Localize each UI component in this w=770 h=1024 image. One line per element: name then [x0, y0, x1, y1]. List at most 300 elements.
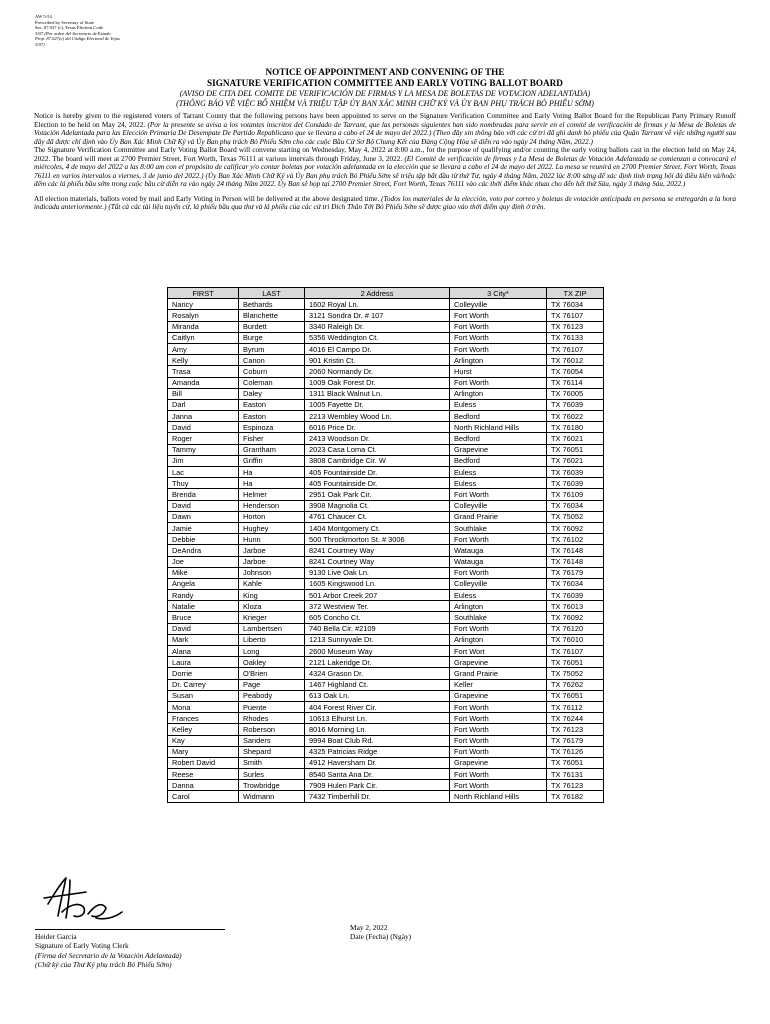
- cell-address: 7909 Hulen Park Cir.: [305, 780, 450, 791]
- signature-image: [40, 874, 130, 924]
- cell-last-name: Long: [239, 646, 305, 657]
- cell-city: Fort Worth: [450, 332, 547, 343]
- cell-first-name: Danna: [168, 780, 239, 791]
- cell-city: Watauga: [450, 556, 547, 567]
- cell-city: Euless: [450, 467, 547, 478]
- table-row: [168, 791, 604, 802]
- cell-zip: TX 76262: [547, 679, 604, 690]
- cell-first-name: Randy: [168, 590, 239, 601]
- cell-first-name: Dawn: [168, 511, 239, 522]
- cell-first-name: Amy: [168, 343, 239, 354]
- table-row: [168, 321, 604, 332]
- cell-last-name: Burdett: [239, 321, 305, 332]
- cell-last-name: Krieger: [239, 612, 305, 623]
- cell-last-name: Rhodes: [239, 713, 305, 724]
- cell-last-name: Jarboe: [239, 556, 305, 567]
- column-header-last: LAST: [239, 288, 305, 299]
- paragraph-text-en: Notice is hereby given to the registered voters of Tarrant County that the following persons have been appointed to serve on the Signature Verification Committee and Early Voting Ballot Board for the Republican Party Primary Runoff Election to be held on May 24, 2022.: [34, 112, 736, 129]
- table-row: [168, 478, 604, 489]
- table-row: [168, 578, 604, 589]
- table-row: [168, 388, 604, 399]
- form-header-line: AW 5-54: [35, 14, 52, 19]
- table-row: [168, 467, 604, 478]
- cell-address: 500 Throckmorton St. # 3006: [305, 534, 450, 545]
- cell-city: Arlington: [450, 634, 547, 645]
- cell-last-name: Fisher: [239, 433, 305, 444]
- table-row: [168, 746, 604, 757]
- cell-address: 9994 Boat Club Rd.: [305, 735, 450, 746]
- cell-city: Southlake: [450, 522, 547, 533]
- cell-first-name: David: [168, 500, 239, 511]
- cell-last-name: Trowbridge: [239, 780, 305, 791]
- cell-city: Fort Worth: [450, 780, 547, 791]
- cell-address: 8540 Santa Ana Dr.: [305, 769, 450, 780]
- clerk-name: Heider Garcia: [35, 932, 77, 941]
- notice-body: [34, 112, 736, 212]
- cell-city: Fort Worth: [450, 567, 547, 578]
- cell-city: Fort Worth: [450, 623, 547, 634]
- table-row: [168, 355, 604, 366]
- cell-zip: TX 75052: [547, 511, 604, 522]
- form-header-line: 3/07): [35, 41, 45, 47]
- cell-first-name: Brenda: [168, 489, 239, 500]
- cell-last-name: Easton: [239, 411, 305, 422]
- cell-zip: TX 76102: [547, 534, 604, 545]
- cell-city: Grand Prairie: [450, 668, 547, 679]
- cell-first-name: Bruce: [168, 612, 239, 623]
- table-row: [168, 623, 604, 634]
- signature-line: [35, 929, 225, 930]
- cell-address: 1605 Kingswood Ln.: [305, 578, 450, 589]
- cell-zip: TX 76114: [547, 377, 604, 388]
- cell-zip: TX 76034: [547, 578, 604, 589]
- cell-city: Euless: [450, 478, 547, 489]
- cell-first-name: Nancy: [168, 299, 239, 310]
- cell-first-name: Alana: [168, 646, 239, 657]
- cell-zip: TX 76034: [547, 299, 604, 310]
- cell-last-name: Kloza: [239, 601, 305, 612]
- cell-city: Bedford: [450, 411, 547, 422]
- cell-zip: TX 76051: [547, 757, 604, 768]
- cell-last-name: Sanders: [239, 735, 305, 746]
- notice-title-vietnamese: (THÔNG BÁO VỀ VIỆC BỔ NHIỆM VÀ TRIỆU TẬP ỦY BAN XÁC MINH CHỮ KÝ VÀ ỦY BAN PHỤ TRÁCH BỎ PHIẾU SỚM): [176, 98, 594, 108]
- cell-address: 605 Concho Ct.: [305, 612, 450, 623]
- cell-last-name: Grantham: [239, 444, 305, 455]
- cell-first-name: Mike: [168, 567, 239, 578]
- form-header-line: 3/07 (Por orden del Secretario de Estado: [35, 30, 111, 36]
- cell-first-name: Dr. Carrey: [168, 679, 239, 690]
- cell-city: Fort Worth: [450, 713, 547, 724]
- cell-first-name: Angela: [168, 578, 239, 589]
- cell-last-name: Hunn: [239, 534, 305, 545]
- cell-last-name: Coburn: [239, 366, 305, 377]
- cell-last-name: Daley: [239, 388, 305, 399]
- cell-first-name: Kelly: [168, 355, 239, 366]
- paragraph-text-vi: (Ủy Ban Xác Minh Chữ Ký và Ủy Ban phụ trách Bỏ Phiếu Sớm sẽ triệu tập bắt đầu từ thứ Tư, ngày 4 tháng Năm, 2022 lúc 8:00 sáng để xác định tình trạng hội đủ điều kiện và/hoặc đếm các lá phiếu bầu sớm trong cuộc bầu cử diễn ra vào ngày 24 tháng Năm 2022. Ủy Ban sẽ họp tại 2700 Premier Street, Fort Worth, Texas 76111 vào các thời điểm khác nhau cho đến hết thứ Sáu, ngày 3 tháng Sáu, 2022.): [34, 171, 737, 189]
- cell-first-name: David: [168, 422, 239, 433]
- cell-address: 4912 Haversham Dr.: [305, 757, 450, 768]
- cell-first-name: Dorrie: [168, 668, 239, 679]
- cell-address: 2060 Normandy Dr.: [305, 366, 450, 377]
- cell-first-name: Darl: [168, 399, 239, 410]
- cell-last-name: Canon: [239, 355, 305, 366]
- table-row: [168, 567, 604, 578]
- table-row: [168, 433, 604, 444]
- cell-last-name: Griffin: [239, 455, 305, 466]
- cell-zip: TX 76107: [547, 646, 604, 657]
- cell-address: 1213 Sunnyvale Dr.: [305, 634, 450, 645]
- cell-city: Colleyville: [450, 500, 547, 511]
- table-row: [168, 310, 604, 321]
- cell-first-name: Janna: [168, 411, 239, 422]
- paragraph-convening: [34, 146, 736, 189]
- table-row: [168, 455, 604, 466]
- cell-zip: TX 76179: [547, 567, 604, 578]
- cell-first-name: Bill: [168, 388, 239, 399]
- table-row: [168, 701, 604, 712]
- cell-zip: TX 76126: [547, 746, 604, 757]
- cell-last-name: Lambertsen: [239, 623, 305, 634]
- appointees-table: [167, 287, 604, 803]
- table-row: [168, 612, 604, 623]
- paragraph-text-es: (Por la presente se avisa a los votantes inscritos del Condado de Tarrant, que las personas siguientes han sido nombradas para servir en el comité de verificación de firmas y la Mesa de Boletas de Votación Adelantada para las Elección Primaria De Desempate De Partido Republicano que se llevara a cabo el 24 de mayo del 2022.): [34, 120, 736, 138]
- cell-zip: TX 76180: [547, 422, 604, 433]
- cell-last-name: Page: [239, 679, 305, 690]
- cell-zip: TX 76012: [547, 355, 604, 366]
- cell-zip: TX 76133: [547, 332, 604, 343]
- cell-city: North Richland Hills: [450, 791, 547, 802]
- cell-first-name: Roger: [168, 433, 239, 444]
- cell-city: Fort Worth: [450, 769, 547, 780]
- cell-address: 2121 Lakeridge Dr.: [305, 657, 450, 668]
- cell-address: 4761 Chaucer Ct.: [305, 511, 450, 522]
- cell-city: Grapevine: [450, 690, 547, 701]
- cell-address: 1009 Oak Forest Dr.: [305, 377, 450, 388]
- cell-city: Euless: [450, 399, 547, 410]
- cell-address: 9130 Live Oak Ln.: [305, 567, 450, 578]
- notice-title-line1: NOTICE OF APPOINTMENT AND CONVENING OF THE: [265, 67, 505, 77]
- cell-address: 2951 Oak Park Cir.: [305, 489, 450, 500]
- paragraph-appointment: [34, 112, 736, 146]
- signed-date: May 2, 2022: [350, 923, 388, 932]
- cell-address: 2600 Museum Way: [305, 646, 450, 657]
- column-header-zip: TX ZIP: [547, 288, 604, 299]
- cell-last-name: Blanchette: [239, 310, 305, 321]
- table-row: [168, 724, 604, 735]
- cell-last-name: King: [239, 590, 305, 601]
- cell-city: Hurst: [450, 366, 547, 377]
- cell-zip: TX 76039: [547, 399, 604, 410]
- cell-city: Watauga: [450, 545, 547, 556]
- notice-title-spanish: (AVISO DE CITA DEL COMITE DE VERIFICACIÓN DE FIRMAS Y LA MESA DE BOLETAS DE VOTACION ADELANTADA): [179, 89, 591, 98]
- cell-zip: TX 76092: [547, 612, 604, 623]
- cell-first-name: Natalie: [168, 601, 239, 612]
- cell-city: Bedford: [450, 455, 547, 466]
- table-row: [168, 299, 604, 310]
- table-row: [168, 366, 604, 377]
- cell-zip: TX 76123: [547, 724, 604, 735]
- cell-first-name: Laura: [168, 657, 239, 668]
- cell-last-name: Oakley: [239, 657, 305, 668]
- table-row: [168, 444, 604, 455]
- cell-last-name: Henderson: [239, 500, 305, 511]
- cell-city: Fort Worth: [450, 701, 547, 712]
- cell-last-name: Liberto: [239, 634, 305, 645]
- cell-city: Grapevine: [450, 757, 547, 768]
- cell-zip: TX 76109: [547, 489, 604, 500]
- cell-last-name: Shepard: [239, 746, 305, 757]
- cell-last-name: Smith: [239, 757, 305, 768]
- cell-first-name: Mary: [168, 746, 239, 757]
- cell-city: Grand Prairie: [450, 511, 547, 522]
- cell-address: 4016 El Campo Dr.: [305, 343, 450, 354]
- cell-address: 3908 Magnolia Ct.: [305, 500, 450, 511]
- cell-city: Fort Wort: [450, 646, 547, 657]
- cell-last-name: Hughey: [239, 522, 305, 533]
- cell-last-name: Espinoza: [239, 422, 305, 433]
- table-row: [168, 500, 604, 511]
- cell-last-name: Ha: [239, 478, 305, 489]
- notice-title-line2: SIGNATURE VERIFICATION COMMITTEE AND EARLY VOTING BALLOT BOARD: [207, 78, 563, 88]
- cell-address: 404 Forest River Cir.: [305, 701, 450, 712]
- cell-address: 7432 Timberhill Dr.: [305, 791, 450, 802]
- table-row: [168, 646, 604, 657]
- cell-city: Grapevine: [450, 657, 547, 668]
- form-header-line: Sec. 87.027 (c), Texas Election Code: [35, 25, 103, 31]
- cell-first-name: Robert David: [168, 757, 239, 768]
- cell-zip: TX 76120: [547, 623, 604, 634]
- cell-address: 4324 Grason Dr.: [305, 668, 450, 679]
- form-header-line: Prop. 87.027(c) del Código Electoral de Tejas: [35, 36, 120, 42]
- cell-city: Fort Worth: [450, 746, 547, 757]
- table-row: [168, 657, 604, 668]
- table-row: [168, 634, 604, 645]
- cell-city: Fort Worth: [450, 343, 547, 354]
- cell-first-name: David: [168, 623, 239, 634]
- paragraph-text-es: (Todos los materiales de la elección, voto por correo y boletas de votación anticipada en persona se entregarán a la hora indicada anteriormente.): [34, 194, 737, 212]
- signature-block: [35, 932, 182, 970]
- cell-city: Southlake: [450, 612, 547, 623]
- cell-zip: TX 76051: [547, 444, 604, 455]
- date-label: Date (Fecha) (Ngày): [350, 932, 412, 942]
- cell-first-name: Joe: [168, 556, 239, 567]
- cell-city: Fort Worth: [450, 310, 547, 321]
- table-header-row: [168, 288, 604, 299]
- cell-first-name: Debbie: [168, 534, 239, 545]
- cell-zip: TX 76039: [547, 467, 604, 478]
- cell-first-name: Jamie: [168, 522, 239, 533]
- cell-zip: TX 76179: [547, 735, 604, 746]
- cell-city: Arlington: [450, 388, 547, 399]
- cell-address: 1467 Highland Ct.: [305, 679, 450, 690]
- table-row: [168, 780, 604, 791]
- cell-first-name: Trasa: [168, 366, 239, 377]
- cell-first-name: Mark: [168, 634, 239, 645]
- cell-address: 501 Arbor Creek 207: [305, 590, 450, 601]
- cell-last-name: Kahle: [239, 578, 305, 589]
- cell-city: Euless: [450, 590, 547, 601]
- cell-address: 8241 Courtney Way: [305, 556, 450, 567]
- cell-zip: TX 76022: [547, 411, 604, 422]
- cell-first-name: Jim: [168, 455, 239, 466]
- cell-first-name: Rosalyn: [168, 310, 239, 321]
- cell-zip: TX 76010: [547, 634, 604, 645]
- cell-address: 8016 Morning Ln.: [305, 724, 450, 735]
- cell-address: 372 Westview Ter.: [305, 601, 450, 612]
- cell-address: 4325 Patricias Ridge: [305, 746, 450, 757]
- cell-first-name: Frances: [168, 713, 239, 724]
- form-header-line: Prescribed by Secretary of State: [35, 19, 94, 25]
- cell-address: 1005 Fayette Dr.: [305, 399, 450, 410]
- cell-last-name: Bethards: [239, 299, 305, 310]
- form-header: [35, 14, 175, 48]
- column-header-address: 2 Address: [305, 288, 450, 299]
- cell-last-name: O'Brien: [239, 668, 305, 679]
- cell-address: 2413 Woodson Dr.: [305, 433, 450, 444]
- cell-last-name: Horton: [239, 511, 305, 522]
- table-row: [168, 489, 604, 500]
- cell-address: 2023 Casa Loma Ct.: [305, 444, 450, 455]
- table-row: [168, 422, 604, 433]
- clerk-title-vi: (Chữ ký của Thư Ký phụ trách Bỏ Phiếu Sớm): [35, 960, 172, 970]
- cell-first-name: Lac: [168, 467, 239, 478]
- cell-zip: TX 76131: [547, 769, 604, 780]
- cell-address: 901 Kristin Ct.: [305, 355, 450, 366]
- table-row: [168, 757, 604, 768]
- cell-address: 8241 Courtney Way: [305, 545, 450, 556]
- table-row: [168, 668, 604, 679]
- cell-city: Fort Worth: [450, 735, 547, 746]
- cell-address: 10613 Elhurst Ln.: [305, 713, 450, 724]
- cell-zip: TX 76148: [547, 556, 604, 567]
- cell-zip: TX 76005: [547, 388, 604, 399]
- table-row: [168, 343, 604, 354]
- cell-city: Colleyville: [450, 299, 547, 310]
- cell-first-name: Thuy: [168, 478, 239, 489]
- cell-address: 3808 Cambridge Cir. W: [305, 455, 450, 466]
- paragraph-text-vi: (Theo đây xin thông báo với các cử tri đã ghi danh bỏ phiếu của Quận Tarrant về việc những người sau đây đã được chỉ định vào Ủy Ban Xác Minh Chữ Ký và Ủy Ban phụ trách Bỏ Phiếu Sớm cho các cuộc Bầu Cử Sơ Bộ Chung Kết của Đảng Cộng Hòa sẽ diễn ra vào ngày 24 tháng Năm, 2022.): [34, 129, 736, 146]
- cell-city: Grapevine: [450, 444, 547, 455]
- table-row: [168, 534, 604, 545]
- cell-zip: TX 76107: [547, 343, 604, 354]
- table-row: [168, 411, 604, 422]
- cell-zip: TX 76039: [547, 478, 604, 489]
- cell-address: 1404 Montgomery Ct.: [305, 522, 450, 533]
- table-row: [168, 713, 604, 724]
- paragraph-text-en: The Signature Verification Committee and Early Voting Ballot Board will convene starting on Wednesday, May 4, 2022 at 8:00 a.m., for the purpose of qualifying and/or counting the early voting ballots cast in the election held on May 24, 2022. The board will meet at 2700 Premier Street, Fort Worth, Texas 76111 at various intervals through Friday, June 3, 2022.: [34, 146, 736, 163]
- cell-zip: TX 76021: [547, 455, 604, 466]
- table-row: [168, 511, 604, 522]
- cell-first-name: DeAndra: [168, 545, 239, 556]
- cell-last-name: Johnson: [239, 567, 305, 578]
- cell-city: Colleyville: [450, 578, 547, 589]
- cell-first-name: Tammy: [168, 444, 239, 455]
- cell-first-name: Susan: [168, 690, 239, 701]
- table-row: [168, 590, 604, 601]
- cell-first-name: Caitlyn: [168, 332, 239, 343]
- clerk-title-es: (Firma del Secretario de la Votación Adelantada): [35, 950, 182, 960]
- cell-city: Bedford: [450, 433, 547, 444]
- cell-address: 405 Fountainside Dr.: [305, 467, 450, 478]
- cell-zip: TX 76112: [547, 701, 604, 712]
- cell-city: Keller: [450, 679, 547, 690]
- cell-zip: TX 76107: [547, 310, 604, 321]
- cell-city: Fort Worth: [450, 377, 547, 388]
- cell-address: 405 Fountainside Dr.: [305, 478, 450, 489]
- cell-zip: TX 76054: [547, 366, 604, 377]
- cell-zip: TX 76244: [547, 713, 604, 724]
- cell-first-name: Mona: [168, 701, 239, 712]
- cell-first-name: Reese: [168, 769, 239, 780]
- table-row: [168, 735, 604, 746]
- cell-last-name: Roberson: [239, 724, 305, 735]
- table-row: [168, 679, 604, 690]
- cell-first-name: Amanda: [168, 377, 239, 388]
- cell-last-name: Puente: [239, 701, 305, 712]
- cell-zip: TX 76013: [547, 601, 604, 612]
- cell-address: 1311 Black Walnut Ln.: [305, 388, 450, 399]
- cell-last-name: Ha: [239, 467, 305, 478]
- table-row: [168, 545, 604, 556]
- table-row: [168, 769, 604, 780]
- cell-last-name: Widmann: [239, 791, 305, 802]
- table-row: [168, 690, 604, 701]
- cell-zip: TX 76092: [547, 522, 604, 533]
- cell-zip: TX 75052: [547, 668, 604, 679]
- cell-first-name: Kay: [168, 735, 239, 746]
- cell-address: 740 Bella Cir. #2109: [305, 623, 450, 634]
- cell-last-name: Byrum: [239, 343, 305, 354]
- cell-first-name: Carol: [168, 791, 239, 802]
- cell-zip: TX 76182: [547, 791, 604, 802]
- cell-last-name: Helmer: [239, 489, 305, 500]
- cell-last-name: Easton: [239, 399, 305, 410]
- cell-last-name: Peabody: [239, 690, 305, 701]
- paragraph-text-en: All election materials, ballots voted by mail and Early Voting in Person will be delivered at the above designated time.: [34, 194, 380, 203]
- cell-first-name: Miranda: [168, 321, 239, 332]
- table-row: [168, 601, 604, 612]
- table-row: [168, 522, 604, 533]
- cell-address: 6016 Price Dr.: [305, 422, 450, 433]
- cell-last-name: Surles: [239, 769, 305, 780]
- cell-last-name: Jarboe: [239, 545, 305, 556]
- cell-address: 3340 Raleigh Dr.: [305, 321, 450, 332]
- cell-zip: TX 76051: [547, 690, 604, 701]
- cell-first-name: Kelley: [168, 724, 239, 735]
- cell-last-name: Coleman: [239, 377, 305, 388]
- notice-title-block: [0, 67, 770, 108]
- cell-zip: TX 76123: [547, 321, 604, 332]
- cell-zip: TX 76123: [547, 780, 604, 791]
- cell-address: 3121 Sondra Dr. # 107: [305, 310, 450, 321]
- cell-zip: TX 76148: [547, 545, 604, 556]
- cell-address: 613 Oak Ln.: [305, 690, 450, 701]
- cell-city: Arlington: [450, 601, 547, 612]
- cell-city: Fort Worth: [450, 534, 547, 545]
- table-row: [168, 377, 604, 388]
- cell-city: Fort Worth: [450, 724, 547, 735]
- table-row: [168, 556, 604, 567]
- cell-zip: TX 76039: [547, 590, 604, 601]
- cell-city: North Richland Hills: [450, 422, 547, 433]
- clerk-title-en: Signature of Early Voting Clerk: [35, 941, 129, 951]
- paragraph-text-es: (El Comité de verificación de firmas y La Mesa de Boletas de Votación Adelantada se comienzan a convocará el miércoles, 4 de mayo del 2022 a las 8:00 am con el propósito de calificar y/o contar boletas por votación adelantada en la elección que se llevara a cabo el 24 de mayo del 2022. La mesa se reunirá en 2700 Premier Street, Fort Worth, Texas 76111 en varios intervalos a viernes, 3 de junio del 2022.): [34, 154, 737, 180]
- cell-city: Fort Worth: [450, 489, 547, 500]
- cell-city: Arlington: [450, 355, 547, 366]
- column-header-city: 3 City*: [450, 288, 547, 299]
- column-header-first: FIRST: [168, 288, 239, 299]
- cell-city: Fort Worth: [450, 321, 547, 332]
